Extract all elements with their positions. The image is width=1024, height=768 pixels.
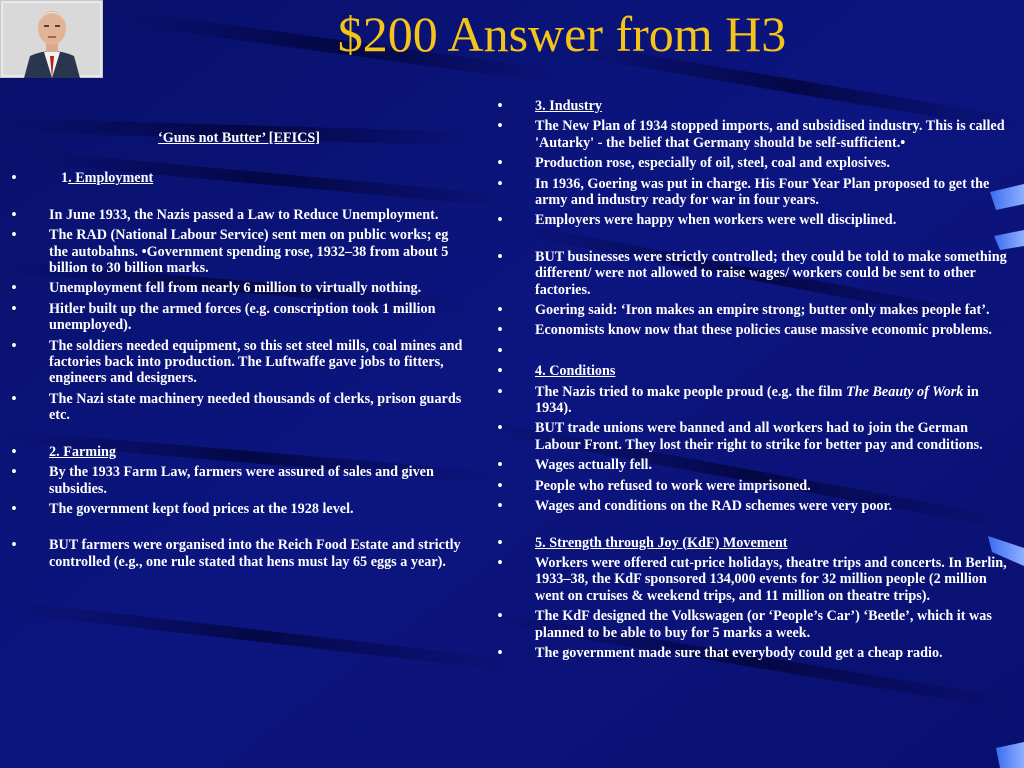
list-item-text: The KdF designed the Volkswagen (or ‘People’s Car’) ‘Beetle’, which it was planned to be able to buy for 5 marks a week. — [535, 608, 992, 641]
bullet: • — [11, 170, 17, 187]
list-item — [8, 338, 470, 387]
bullet: • — [497, 554, 503, 571]
list-item — [8, 170, 470, 186]
list-item-text: BUT farmers were organised into the Reich Food Estate and strictly controlled (e.g., one rule stated that hens must lay 65 eggs a year). — [49, 537, 461, 570]
list-item-text: Production rose, especially of oil, steel, coal and explosives. — [535, 155, 890, 172]
section-title: 4. Conditions — [535, 363, 616, 380]
section-title: 2. Farming — [49, 443, 116, 460]
list-item-text: The Nazis tried to make people proud (e.g. the film — [535, 383, 847, 400]
list-item-text: The government kept food prices at the 1928 level. — [49, 500, 354, 517]
list-item — [494, 645, 1016, 661]
bullet: • — [11, 300, 17, 317]
list-item-text: BUT businesses were strictly controlled; they could be told to make something different/ were not allowed to raise wages/ workers could be sent to other factories. — [535, 248, 1007, 298]
list-item — [494, 176, 1016, 209]
list-item-text: Unemployment fell from nearly 6 million to virtually nothing. — [49, 280, 422, 297]
list-item — [494, 212, 1016, 228]
right-column — [494, 98, 1016, 665]
bullet: • — [497, 98, 503, 114]
bullet: • — [497, 248, 503, 265]
left-column — [8, 130, 470, 574]
list-item — [494, 535, 1016, 551]
bullet: • — [497, 212, 503, 229]
list-item-text: Wages actually fell. — [535, 457, 653, 474]
bullet: • — [497, 457, 503, 474]
list-item-text: BUT trade unions were banned and all workers had to join the German Labour Front. They lost their right to strike for better pay and conditions. — [535, 420, 983, 453]
column-heading: ‘Guns not Butter’ [EFICS] — [158, 130, 320, 146]
list-item-text: The Nazi state machinery needed thousands of clerks, prison guards etc. — [49, 390, 462, 424]
list-item-text: People who refused to work were imprisoned. — [535, 477, 811, 494]
list-item — [494, 420, 1016, 453]
list-item — [494, 343, 1016, 359]
bullet: • — [11, 227, 17, 244]
list-item-text: in 1934). — [535, 383, 979, 417]
list-item-text: In June 1933, the Nazis passed a Law to Reduce Unemployment. — [49, 206, 439, 223]
list-item-text: By the 1933 Farm Law, farmers were assured of sales and given subsidies. — [49, 464, 434, 497]
list-item-text: Wages and conditions on the RAD schemes were very poor. — [535, 498, 893, 515]
bullet: • — [497, 155, 503, 172]
list-item-text: Employers were happy when workers were well disciplined. — [535, 212, 897, 229]
list-item — [494, 249, 1016, 298]
bullet: • — [497, 383, 503, 400]
bullet: • — [497, 498, 503, 515]
bullet: • — [11, 280, 17, 297]
list-item — [494, 608, 1016, 641]
list-item — [494, 322, 1016, 338]
list-item — [494, 363, 1016, 379]
list-item-text: The soldiers needed equipment, so this set steel mills, coal mines and factories back into production. The Luftwaffe gave jobs to fitters, engineers and designers. — [49, 337, 463, 387]
list-item — [494, 118, 1016, 151]
bullet: • — [497, 420, 503, 437]
bullet: • — [497, 342, 503, 359]
list-item-text: The government made sure that everybody could get a cheap radio. — [535, 644, 943, 661]
list-item-text: Workers were offered cut-price holidays, theatre trips and concerts. In Berlin, 1933–38, the KdF sponsored 134,000 events for 32 million people (2 million went on cruises & weekend trips, and 11 million on theatre trips). — [535, 554, 1007, 604]
list-item — [494, 155, 1016, 171]
bullet: • — [11, 390, 17, 407]
list-item — [8, 301, 470, 334]
bullet: • — [497, 175, 503, 192]
bullet: • — [497, 322, 503, 339]
bullet: • — [497, 477, 503, 494]
bullet: • — [497, 118, 503, 135]
list-item — [494, 498, 1016, 514]
list-item — [494, 555, 1016, 604]
bullet: • — [497, 302, 503, 319]
bullet: • — [497, 363, 503, 380]
list-item — [494, 98, 1016, 114]
list-item — [8, 444, 470, 460]
section-number: 1 — [61, 170, 69, 187]
list-item-text: The New Plan of 1934 stopped imports, and subsidised industry. This is called 'Autarky' - the belief that Germany should be self-sufficient.• — [535, 118, 1005, 151]
slide-title: $200 Answer from H3 — [337, 6, 787, 62]
list-item — [8, 227, 470, 276]
list-item — [8, 501, 470, 517]
film-title: The Beauty of Work — [846, 383, 964, 400]
bullet: • — [11, 206, 17, 223]
list-item — [8, 464, 470, 497]
section-title: 3. Industry — [535, 98, 603, 114]
list-item-text: The RAD (National Labour Service) sent men on public works; eg the autobahns. •Government spending rose, 1932–38 from about 5 billion to 30 billion marks. — [49, 227, 449, 277]
list-item-text: In 1936, Goering was put in charge. His Four Year Plan proposed to get the army and industry ready for war in four years. — [535, 175, 990, 209]
list-item — [494, 478, 1016, 494]
section-title: . Employment — [68, 170, 154, 187]
portrait-photo-icon — [0, 0, 103, 78]
list-item — [494, 384, 1016, 417]
list-item-text: Hitler built up the armed forces (e.g. conscription took 1 million unemployed). — [49, 300, 436, 334]
bullet: • — [497, 644, 503, 661]
list-item — [8, 537, 470, 570]
list-item-text: Economists know now that these policies cause massive economic problems. — [535, 322, 992, 339]
list-item-text: Goering said: ‘Iron makes an empire strong; butter only makes people fat’. — [535, 302, 990, 319]
list-item — [8, 391, 470, 424]
bullet: • — [497, 608, 503, 625]
bullet: • — [11, 443, 17, 460]
bullet: • — [497, 534, 503, 551]
bullet: • — [11, 464, 17, 481]
bullet: • — [11, 500, 17, 517]
section-title: 5. Strength through Joy (KdF) Movement — [535, 534, 788, 551]
list-item — [494, 302, 1016, 318]
bullet: • — [11, 537, 17, 554]
list-item — [494, 457, 1016, 473]
list-item — [8, 207, 470, 223]
bullet: • — [11, 337, 17, 354]
list-item — [8, 280, 470, 296]
